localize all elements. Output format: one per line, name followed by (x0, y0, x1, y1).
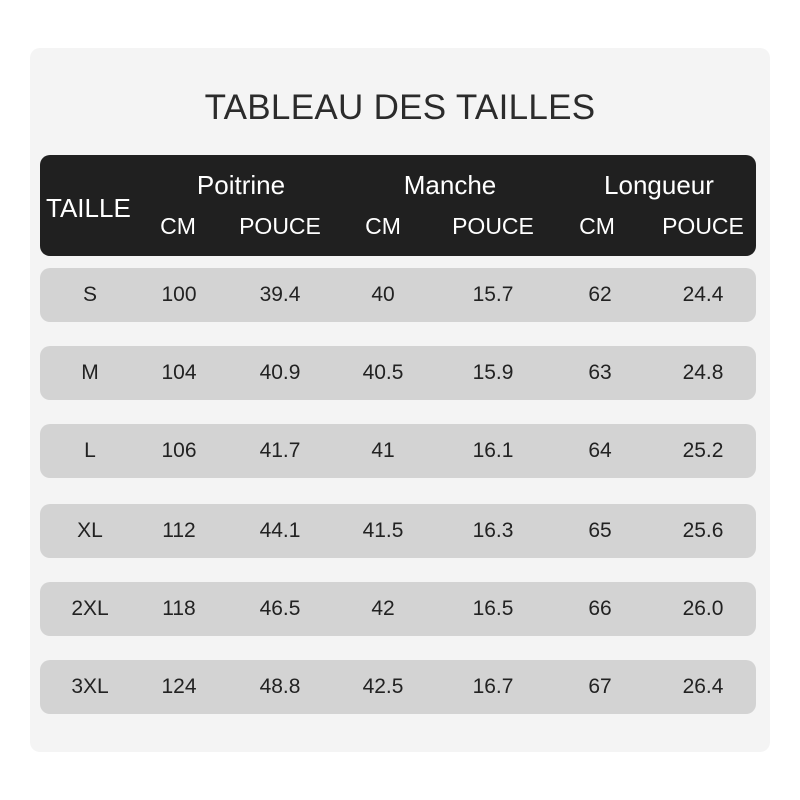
chest-cm-cell: 106 (161, 439, 197, 462)
chest-inch-cell: 44.1 (259, 519, 301, 542)
sleeve-cm-cell: 40.5 (362, 361, 404, 384)
chest-cm-cell: 118 (162, 597, 196, 620)
table-row (40, 346, 756, 400)
table-row (40, 424, 756, 478)
size-cell: L (84, 439, 96, 462)
size-cell: 3XL (71, 675, 109, 698)
length-cm-cell: 66 (588, 597, 612, 620)
sleeve-inch-cell: 16.1 (472, 439, 514, 462)
table-row (40, 268, 756, 322)
header-group-chest: Poitrine (196, 170, 286, 200)
length-inch-cell: 26.0 (682, 597, 724, 620)
sleeve-cm-cell: 42 (371, 597, 395, 620)
length-inch-cell: 24.8 (682, 361, 724, 384)
chest-inch-cell: 46.5 (259, 597, 301, 620)
length-inch-cell: 25.6 (682, 519, 724, 542)
header-unit: CM (160, 213, 196, 239)
chest-cm-cell: 100 (161, 283, 197, 306)
sleeve-inch-cell: 16.5 (472, 597, 514, 620)
table-row (40, 582, 756, 636)
sleeve-cm-cell: 41.5 (362, 519, 404, 542)
chest-cm-cell: 124 (161, 675, 197, 698)
header-size-label: TAILLE (46, 193, 131, 223)
chest-inch-cell: 41.7 (259, 439, 301, 462)
length-cm-cell: 67 (588, 675, 612, 698)
chest-inch-cell: 48.8 (259, 675, 301, 698)
header-group-length: Longueur (604, 170, 714, 200)
length-cm-cell: 64 (588, 439, 612, 462)
length-inch-cell: 24.4 (682, 283, 724, 306)
sleeve-inch-cell: 15.7 (472, 283, 514, 306)
header-unit: POUCE (452, 213, 534, 239)
length-cm-cell: 65 (588, 519, 612, 542)
sleeve-inch-cell: 15.9 (472, 361, 514, 384)
sleeve-cm-cell: 42.5 (362, 675, 404, 698)
size-chart-card (30, 48, 770, 752)
header-unit: POUCE (239, 213, 321, 239)
sleeve-inch-cell: 16.7 (472, 675, 514, 698)
length-cm-cell: 63 (588, 361, 612, 384)
sleeve-cm-cell: 40 (371, 283, 395, 306)
header-unit: POUCE (662, 213, 744, 239)
header-group-sleeve: Manche (403, 170, 497, 200)
length-cm-cell: 62 (588, 283, 612, 306)
sleeve-inch-cell: 16.3 (472, 519, 514, 542)
size-cell: XL (77, 519, 103, 542)
header-unit: CM (365, 213, 401, 239)
table-row (40, 660, 756, 714)
page-title: TABLEAU DES TAILLES (204, 88, 596, 127)
table-header (40, 155, 756, 256)
chest-inch-cell: 39.4 (259, 283, 301, 306)
length-inch-cell: 25.2 (682, 439, 724, 462)
sleeve-cm-cell: 41 (371, 439, 395, 462)
length-inch-cell: 26.4 (682, 675, 724, 698)
size-cell: S (82, 283, 97, 306)
table-row (40, 504, 756, 558)
chest-cm-cell: 104 (161, 361, 197, 384)
chest-cm-cell: 112 (162, 519, 196, 542)
chest-inch-cell: 40.9 (259, 361, 301, 384)
header-unit: CM (579, 213, 615, 239)
size-cell: M (81, 361, 99, 384)
size-cell: 2XL (71, 597, 109, 620)
